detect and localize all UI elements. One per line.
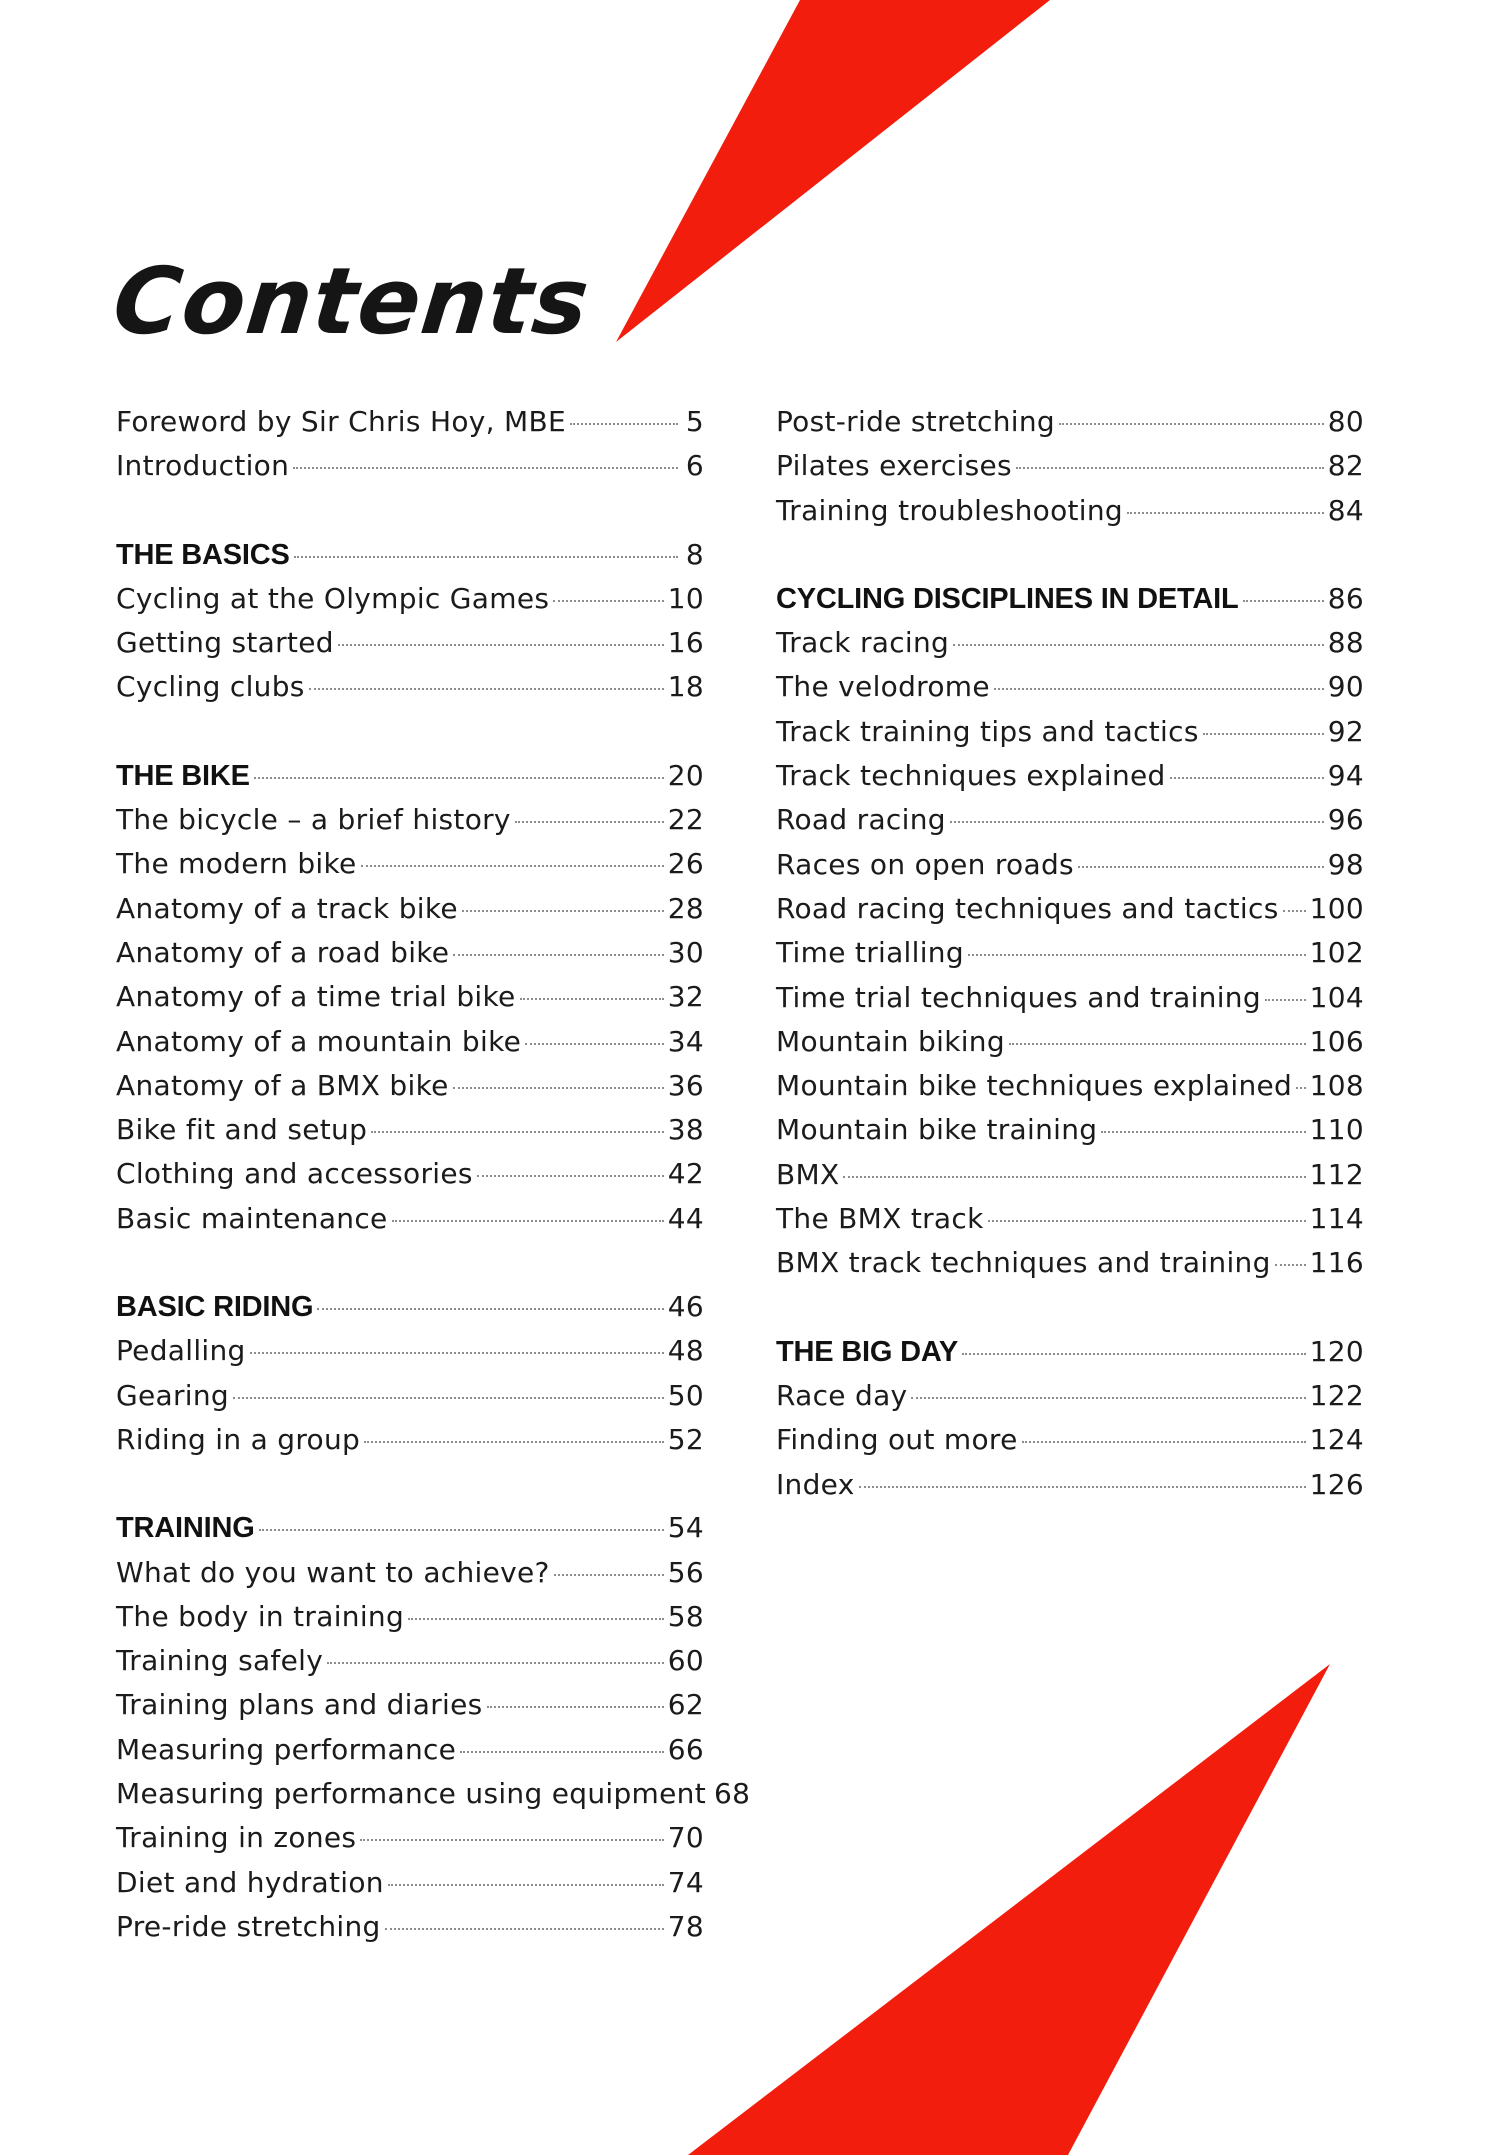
toc-entry — [776, 1108, 1364, 1152]
toc-entry-title: Diet and hydration — [116, 1865, 384, 1899]
toc-entry — [116, 577, 704, 621]
toc-page-number: 96 — [1327, 803, 1364, 837]
toc-page-number: 50 — [667, 1378, 704, 1412]
toc-entry-title: The velodrome — [776, 670, 990, 704]
toc-entry — [116, 1905, 704, 1949]
toc-page-number: 90 — [1327, 670, 1364, 704]
toc-entry — [116, 621, 704, 665]
dot-leader — [988, 1220, 1306, 1222]
toc-entry-title: Mountain bike techniques explained — [776, 1069, 1293, 1103]
toc-entry-title: Bike fit and setup — [116, 1113, 368, 1147]
toc-entry-title: The bicycle – a brief history — [116, 803, 511, 837]
toc-entry-title: Training troubleshooting — [776, 493, 1123, 527]
toc-page-number: 44 — [667, 1201, 704, 1235]
toc-entry-title: Training safely — [116, 1644, 324, 1678]
dot-leader — [515, 821, 664, 823]
toc-entry — [116, 1595, 704, 1639]
toc-entry — [776, 400, 1364, 444]
toc-page-number: 78 — [667, 1909, 704, 1943]
toc-entry-title: Riding in a group — [116, 1422, 361, 1456]
toc-entry — [776, 931, 1364, 975]
toc-entry-title: Pedalling — [116, 1334, 246, 1368]
toc-entry-title: Gearing — [116, 1378, 229, 1412]
toc-page-number: 108 — [1309, 1069, 1364, 1103]
dot-leader — [1170, 777, 1324, 779]
dot-leader — [487, 1706, 664, 1708]
toc-entry — [116, 1683, 704, 1727]
dot-leader — [1101, 1131, 1305, 1133]
dot-leader — [968, 954, 1306, 956]
dot-leader — [360, 1839, 663, 1841]
toc-entry-title: Anatomy of a road bike — [116, 935, 450, 969]
toc-entry-title: The BMX track — [776, 1202, 984, 1236]
toc-entry-title: What do you want to achieve? — [116, 1555, 550, 1589]
toc-entry-title: THE BIG DAY — [776, 1335, 959, 1368]
dot-leader — [1009, 1043, 1306, 1045]
toc-entry-title: Anatomy of a BMX bike — [116, 1068, 449, 1102]
toc-page-number: 30 — [667, 935, 704, 969]
dot-leader — [554, 1574, 664, 1576]
toc-entry-title: Measuring performance — [116, 1732, 457, 1766]
red-triangle-bottom-icon — [688, 1664, 1330, 2155]
toc-entry-title: Time trial techniques and training — [776, 980, 1261, 1014]
dot-leader — [1059, 423, 1324, 425]
dot-leader — [254, 777, 664, 779]
dot-leader — [309, 688, 664, 690]
toc-entry-title: Anatomy of a track bike — [116, 891, 458, 925]
toc-entry — [776, 798, 1364, 842]
toc-entry-title: Road racing — [776, 803, 946, 837]
toc-page-number: 116 — [1309, 1246, 1364, 1280]
toc-entry — [776, 710, 1364, 754]
dot-leader — [294, 556, 678, 558]
toc-section-heading — [116, 1506, 704, 1550]
toc-entry-title: Track techniques explained — [776, 759, 1166, 793]
toc-page-number: 102 — [1309, 936, 1364, 970]
toc-page-number: 60 — [667, 1644, 704, 1678]
dot-leader — [392, 1220, 664, 1222]
toc-entry-title: Anatomy of a mountain bike — [116, 1024, 522, 1058]
toc-entry — [116, 798, 704, 842]
toc-page-number: 122 — [1309, 1378, 1364, 1412]
toc-page-number: 6 — [685, 449, 704, 483]
toc-entry-title: Mountain bike training — [776, 1113, 1098, 1147]
toc-entry-title: Track training tips and tactics — [776, 714, 1199, 748]
dot-leader — [385, 1928, 664, 1930]
dot-leader — [950, 821, 1324, 823]
toc-entry — [116, 665, 704, 709]
toc-entry — [776, 1153, 1364, 1197]
toc-entry — [116, 444, 704, 488]
toc-entry-title: Training in zones — [116, 1821, 357, 1855]
toc-entry — [116, 1551, 704, 1595]
page-title: Contents — [108, 248, 595, 355]
toc-entry-title: Races on open roads — [776, 847, 1074, 881]
toc-entry — [776, 976, 1364, 1020]
dot-leader — [570, 423, 678, 425]
toc-entry — [116, 1374, 704, 1418]
toc-entry — [776, 444, 1364, 488]
dot-leader — [259, 1529, 664, 1531]
dot-leader — [553, 600, 664, 602]
dot-leader — [408, 1618, 664, 1620]
toc-entry-title: BMX — [776, 1157, 840, 1191]
toc-section-heading — [116, 1285, 704, 1329]
dot-leader — [250, 1352, 664, 1354]
dot-leader — [388, 1884, 664, 1886]
toc-page-number: 28 — [667, 891, 704, 925]
toc-page-number: 42 — [667, 1157, 704, 1191]
toc-entry-title: Getting started — [116, 626, 334, 660]
toc-page-number: 124 — [1309, 1423, 1364, 1457]
toc-entry-title: Pre-ride stretching — [116, 1909, 381, 1943]
dot-leader — [460, 1751, 664, 1753]
toc-entry — [116, 931, 704, 975]
dot-leader — [233, 1397, 664, 1399]
toc-entry-title: The modern bike — [116, 847, 357, 881]
toc-page-number: 86 — [1327, 581, 1364, 615]
toc-page-number: 100 — [1309, 891, 1364, 925]
toc-section — [116, 1506, 751, 1949]
toc-entry-title: Finding out more — [776, 1423, 1018, 1457]
toc-section-heading — [116, 533, 704, 577]
toc-entry-title: Anatomy of a time trial bike — [116, 980, 516, 1014]
toc-entry-title: Training plans and diaries — [116, 1688, 483, 1722]
dot-leader — [911, 1397, 1305, 1399]
toc-entry-title: Index — [776, 1467, 855, 1501]
toc-entry-title: BASIC RIDING — [116, 1291, 314, 1324]
toc-entry — [116, 400, 704, 444]
dot-leader — [1283, 910, 1306, 912]
toc-entry-title: Measuring performance using equipment — [116, 1777, 706, 1811]
toc-page-number: 5 — [685, 405, 704, 438]
toc-page-number: 10 — [667, 581, 704, 615]
toc-page-number: 70 — [667, 1821, 704, 1855]
toc-page-number: 120 — [1309, 1334, 1364, 1368]
toc-entry — [116, 1728, 704, 1772]
dot-leader — [1275, 1264, 1306, 1266]
toc-entry — [776, 665, 1364, 709]
toc-page-number: 18 — [667, 670, 704, 704]
toc-section — [116, 754, 704, 1241]
toc-right-column — [776, 400, 1364, 1551]
toc-page-number: 20 — [667, 758, 704, 792]
toc-section — [116, 1285, 704, 1462]
toc-page-number: 62 — [667, 1688, 704, 1722]
toc-entry — [776, 887, 1364, 931]
toc-entry-title: THE BIKE — [116, 759, 250, 792]
dot-leader — [1078, 866, 1324, 868]
toc-page-number: 82 — [1327, 449, 1364, 483]
toc-section-heading — [776, 577, 1364, 621]
toc-entry — [776, 489, 1364, 533]
toc-page-number: 80 — [1327, 405, 1364, 438]
dot-leader — [953, 644, 1324, 646]
toc-entry — [116, 975, 704, 1019]
dot-leader — [477, 1175, 664, 1177]
dot-leader — [453, 1087, 664, 1089]
toc-page-number: 110 — [1309, 1113, 1364, 1147]
toc-page-number: 22 — [667, 803, 704, 837]
dot-leader — [994, 688, 1324, 690]
toc-entry — [116, 1108, 704, 1152]
toc-page-number: 106 — [1309, 1024, 1364, 1058]
toc-entry-title: Introduction — [116, 449, 290, 483]
toc-entry — [116, 887, 704, 931]
dot-leader — [293, 467, 678, 469]
toc-page-number: 92 — [1327, 714, 1364, 748]
toc-entry-title: Post-ride stretching — [776, 405, 1055, 438]
toc-entry — [116, 1197, 704, 1241]
dot-leader — [525, 1043, 664, 1045]
dot-leader — [1203, 733, 1324, 735]
toc-page-number: 26 — [667, 847, 704, 881]
dot-leader — [1127, 512, 1324, 514]
toc-entry-title: The body in training — [116, 1599, 405, 1633]
toc-page-number: 16 — [667, 626, 704, 660]
toc-entry-title: Basic maintenance — [116, 1201, 388, 1235]
toc-page-number: 58 — [667, 1599, 704, 1633]
toc-entry-title: Clothing and accessories — [116, 1157, 473, 1191]
dot-leader — [1243, 600, 1324, 602]
toc-section-heading — [116, 754, 704, 798]
dot-leader — [327, 1662, 664, 1664]
toc-page-number: 94 — [1327, 759, 1364, 793]
dot-leader — [364, 1441, 664, 1443]
toc-page-number: 38 — [667, 1113, 704, 1147]
toc-page-number: 32 — [667, 980, 704, 1014]
dot-leader — [962, 1353, 1306, 1355]
toc-entry-title: BMX track techniques and training — [776, 1246, 1271, 1280]
toc-entry-title: Pilates exercises — [776, 449, 1012, 483]
dot-leader — [1022, 1441, 1306, 1443]
toc-page-number: 104 — [1309, 980, 1364, 1014]
toc-entry — [776, 1064, 1364, 1108]
toc-page-number: 84 — [1327, 493, 1364, 527]
dot-leader — [1296, 1087, 1306, 1089]
dot-leader — [453, 954, 663, 956]
toc-page-number: 68 — [713, 1777, 751, 1811]
toc-entry — [776, 621, 1364, 665]
toc-page-number: 88 — [1327, 626, 1364, 660]
dot-leader — [520, 998, 664, 1000]
toc-entry — [776, 1418, 1364, 1462]
toc-entry-title: THE BASICS — [116, 538, 290, 571]
toc-entry — [776, 1020, 1364, 1064]
toc-page-number: 98 — [1327, 847, 1364, 881]
dot-leader — [843, 1176, 1305, 1178]
toc-entry-title: Road racing techniques and tactics — [776, 891, 1279, 925]
toc-entry-title: Track racing — [776, 626, 950, 660]
toc-entry-title: CYCLING DISCIPLINES IN DETAIL — [776, 582, 1239, 615]
toc-section — [776, 1330, 1364, 1507]
dot-leader — [371, 1131, 664, 1133]
dot-leader — [462, 910, 664, 912]
toc-entry-title: TRAINING — [116, 1512, 255, 1545]
toc-entry-title: Cycling at the Olympic Games — [116, 581, 550, 615]
toc-entry-title: Cycling clubs — [116, 670, 305, 704]
toc-section-heading — [776, 1330, 1364, 1374]
toc-page-number: 54 — [667, 1511, 704, 1545]
toc-page-number: 114 — [1309, 1202, 1364, 1236]
dot-leader — [1265, 999, 1306, 1001]
toc-entry — [776, 1374, 1364, 1418]
toc-entry — [116, 1152, 704, 1196]
toc-page-number: 66 — [667, 1732, 704, 1766]
toc-page-number: 8 — [685, 537, 704, 571]
dot-leader — [1016, 467, 1324, 469]
toc-entry — [116, 1639, 704, 1683]
toc-page-number: 34 — [667, 1024, 704, 1058]
toc-page-number: 112 — [1309, 1157, 1364, 1191]
toc-entry — [776, 1241, 1364, 1285]
toc-section — [776, 577, 1364, 1286]
dot-leader — [859, 1486, 1306, 1488]
toc-entry-title: Foreword by Sir Chris Hoy, MBE — [116, 405, 566, 438]
toc-entry — [116, 1418, 704, 1462]
toc-entry — [776, 843, 1364, 887]
toc-entry-title: Time trialling — [776, 936, 964, 970]
toc-entry — [116, 1772, 751, 1816]
toc-page-number: 36 — [667, 1068, 704, 1102]
toc-entry — [116, 1020, 704, 1064]
toc-page-number: 46 — [667, 1290, 704, 1324]
toc-page-number: 52 — [667, 1422, 704, 1456]
toc-entry-title: Race day — [776, 1378, 908, 1412]
toc-entry — [776, 754, 1364, 798]
toc-entry — [776, 1197, 1364, 1241]
toc-page-number: 74 — [667, 1865, 704, 1899]
dot-leader — [338, 644, 664, 646]
toc-left-column — [116, 400, 751, 1993]
toc-entry — [116, 1861, 704, 1905]
red-triangle-top-icon — [616, 0, 1050, 342]
toc-entry — [116, 842, 704, 886]
dot-leader — [317, 1308, 663, 1310]
toc-section — [116, 400, 704, 489]
toc-page-number: 126 — [1309, 1467, 1364, 1501]
toc-entry-title: Mountain biking — [776, 1024, 1005, 1058]
toc-section — [116, 533, 704, 710]
toc-page-number: 56 — [667, 1555, 704, 1589]
toc-page-number: 48 — [667, 1334, 704, 1368]
toc-entry — [116, 1816, 704, 1860]
toc-entry — [116, 1329, 704, 1373]
dot-leader — [361, 865, 664, 867]
toc-entry — [776, 1463, 1364, 1507]
toc-entry — [116, 1064, 704, 1108]
toc-section — [776, 400, 1364, 533]
